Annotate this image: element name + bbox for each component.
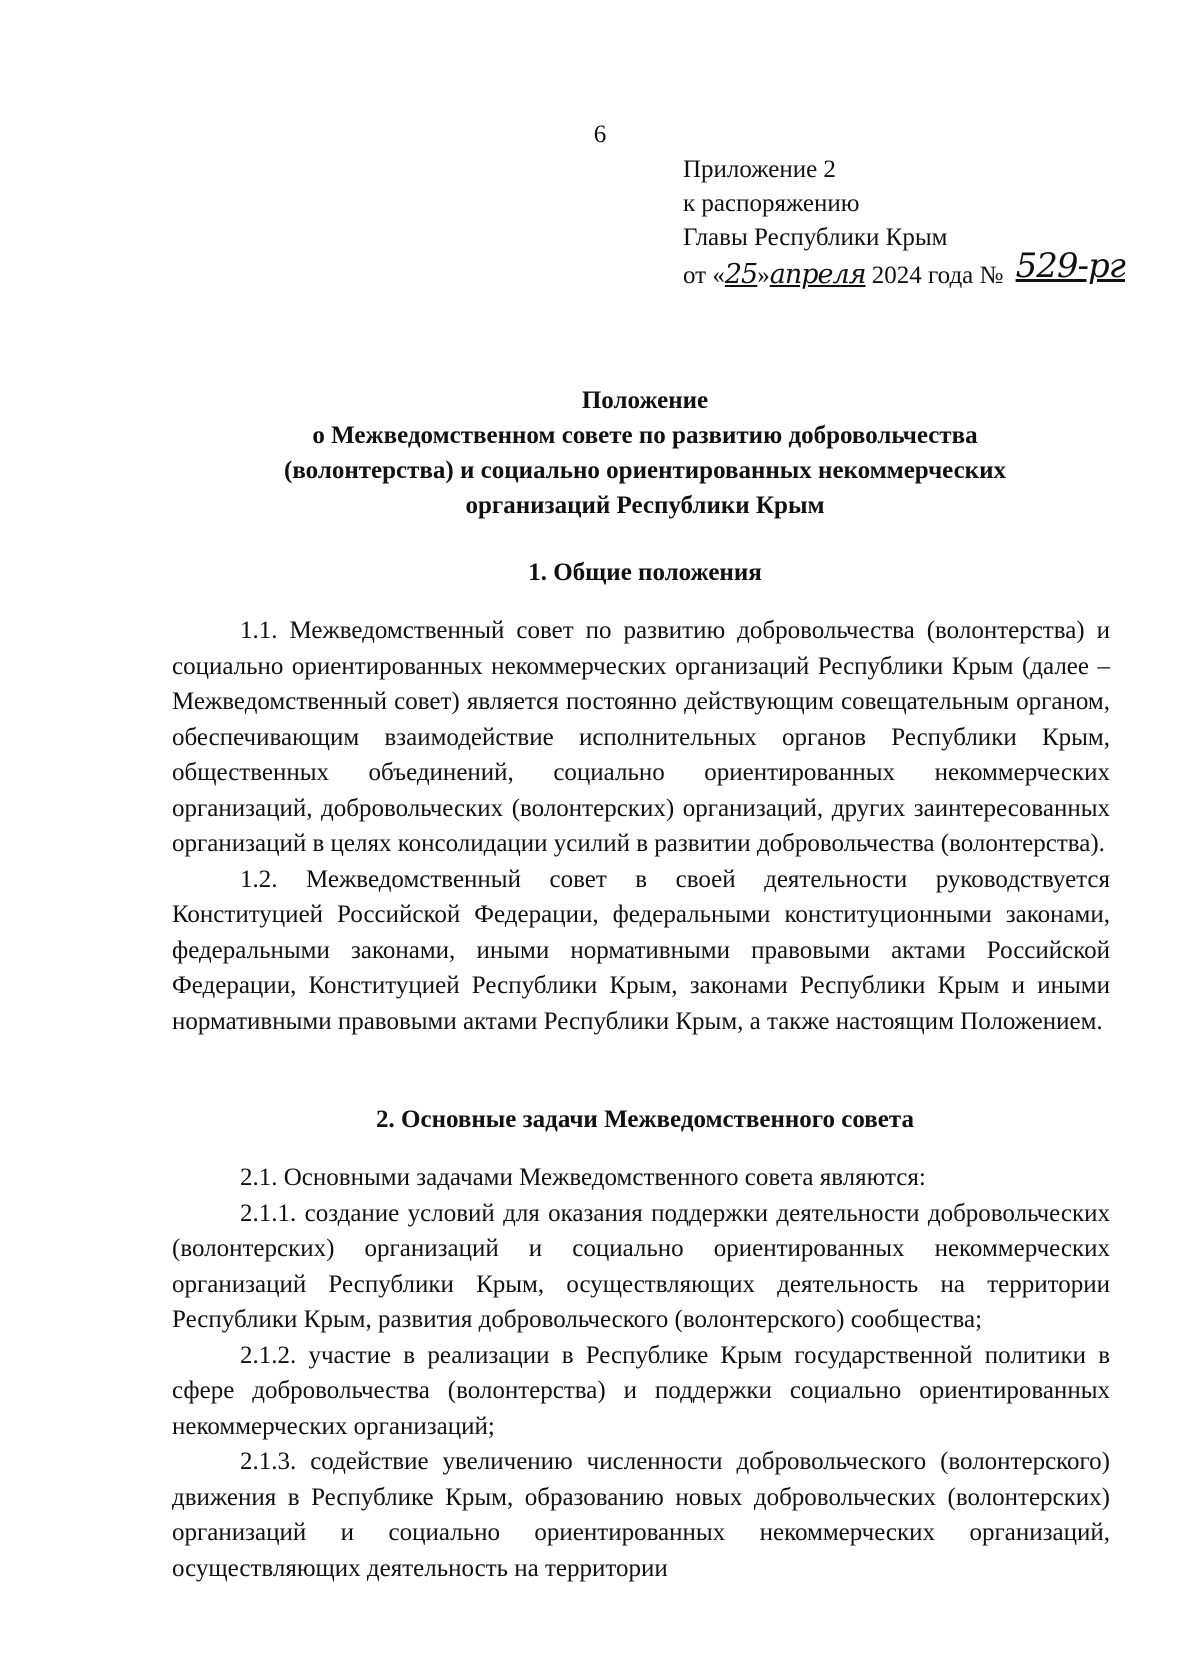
paragraph-2-1-2: 2.1.2. участие в реализации в Республике Крым государственной политики в сфере добровольчества (волонтерства) и поддержки социально ориентированных некоммерческих организаций; — [172, 1341, 1110, 1440]
date-year: 2024 года № — [865, 262, 1010, 289]
paragraph-2-1-3: 2.1.3. содействие увеличению численности добровольческого (волонтерского) движения в Республике Крым, образованию новых добровольческих (волонтерских) организаций и социально ориентированных некоммерческих организаций, осуществляющих деятельность на территории — [172, 1448, 1110, 1582]
handwritten-order-number: 529-рг — [1015, 246, 1125, 286]
page-number: 6 — [593, 121, 607, 148]
appendix-line-1: Приложение 2 — [683, 156, 836, 183]
title-line-4: организаций Республики Крым — [465, 492, 825, 519]
handwritten-day: 25 — [724, 259, 758, 290]
date-quote: » — [757, 262, 770, 289]
paragraph-1-2: 1.2. Межведомственный совет в своей деятельности руководствуется Конституцией Российской Федерации, федеральными конституционными законами, федеральными законами, иными нормативными правовыми актами Российской Федерации, Конституцией Республики Крым, законами Республики Крым и иными нормативными правовыми актами Республики Крым, а также настоящим Положением. — [172, 865, 1110, 1035]
appendix-block — [683, 153, 1183, 293]
title-line-1: Положение — [581, 387, 709, 414]
section-1-heading: 1. Общие положения — [528, 559, 762, 586]
appendix-date-line — [683, 246, 1183, 293]
title-line-3: (волонтерства) и социально ориентированных некоммерческих — [284, 457, 1006, 484]
appendix-line-3: Главы Республики Крым — [683, 224, 948, 251]
document-title — [170, 383, 1120, 523]
date-prefix: от « — [683, 262, 725, 289]
paragraph-1-1: 1.1. Межведомственный совет по развитию добровольчества (волонтерства) и социально ориентированных некоммерческих организаций Республики Крым (далее – Межведомственный совет) является постоянно действующим совещательным органом, обеспечивающим взаимодействие исполнительных органов Республики Крым, общественных объединений, социально ориентированных некоммерческих организаций, добровольческих (волонтерских) организаций, других заинтересованных организаций в целях консолидации усилий в развитии добровольчества (волонтерства). — [172, 617, 1110, 857]
section-1-body — [172, 613, 1110, 1039]
section-2-heading: 2. Основные задачи Межведомственного совета — [376, 1106, 914, 1133]
section-2-body — [172, 1160, 1110, 1586]
paragraph-2-1-1: 2.1.1. создание условий для оказания поддержки деятельности добровольческих (волонтерских) организаций и социально ориентированных некоммерческих организаций Республики Крым, осуществляющих деятельность на территории Республики Крым, развития добровольческого (волонтерского) сообщества; — [172, 1199, 1110, 1333]
paragraph-2-1: 2.1. Основными задачами Межведомственного совета являются: — [240, 1164, 926, 1191]
appendix-line-2: к распоряжению — [683, 190, 860, 217]
title-line-2: о Межведомственном совете по развитию добровольчества — [312, 422, 978, 449]
handwritten-month: апреля — [769, 259, 866, 290]
